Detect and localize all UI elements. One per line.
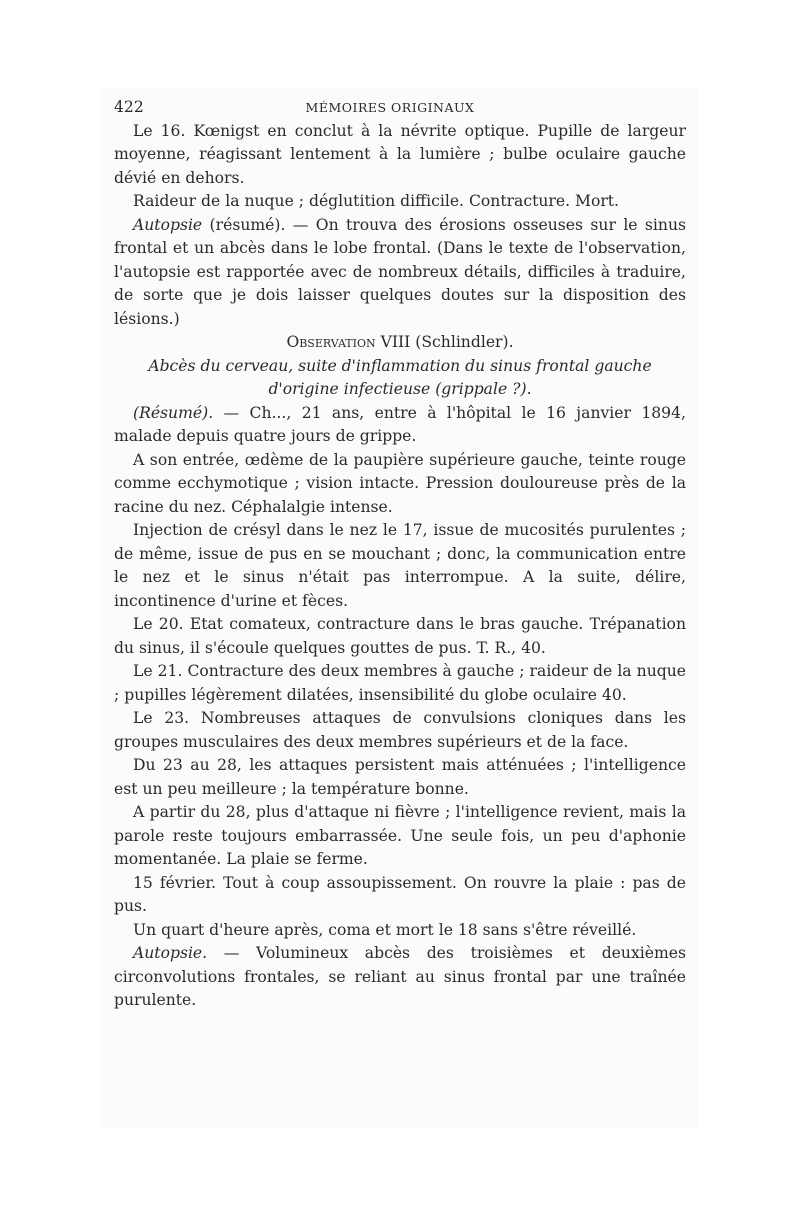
running-title: MÉMOIRES ORIGINAUX [305,100,475,115]
page-header [114,96,686,120]
observation-title-line-2: d'origine infectieuse (grippale ?). [268,380,532,398]
paragraph: Le 20. Etat comateux, contracture dans le bras gauche. Trépanation du sinus, il s'écoule quelques gouttes de pus. T. R., 40. [114,615,686,657]
paragraph-text: — Ch..., 21 ans, entre à l'hôpital le 16 janvier 1894, malade depuis quatre jours de grippe. [114,403,686,445]
observation-heading [114,331,686,355]
document-text [114,96,686,1013]
paragraph [114,214,686,332]
paragraph: A son entrée, œdème de la paupière supérieure gauche, teinte rouge comme ecchymotique ; vision intacte. Pression douloureuse près de la racine du nez. Céphalalgie intense. [114,450,686,516]
paragraph: 15 février. Tout à coup assoupissement. On rouvre la plaie : pas de pus. [114,873,686,915]
paragraph: Du 23 au 28, les attaques persistent mais atténuées ; l'intelligence est un peu meilleure ; la température bonne. [114,756,686,798]
paragraph: Raideur de la nuque ; déglutition difficile. Contracture. Mort. [133,192,620,210]
paragraph: Le 23. Nombreuses attaques de convulsions cloniques dans les groupes musculaires des deux membres supérieurs et de la face. [114,709,686,751]
resume-label: (Résumé). [133,403,214,422]
paragraph: Injection de crésyl dans le nez le 17, issue de mucosités purulentes ; de même, issue de pus en se mouchant ; donc, la communication entre le nez et le sinus n'était pas interrompue. A la suite, délire, incontinence d'urine et fèces. [114,521,686,610]
paragraph-text: — Volumineux abcès des troisièmes et deuxièmes circonvolutions frontales, se reliant au sinus frontal par une traînée purulente. [114,944,686,1009]
observation-label: Observation [286,333,376,351]
paragraph: Le 21. Contracture des deux membres à gauche ; raideur de la nuque ; pupilles légèrement dilatées, insensibilité du globe oculaire 40. [114,662,686,704]
observation-number: VIII (Schlindler). [375,333,514,351]
paragraph: Le 16. Kœnigst en conclut à la névrite optique. Pupille de largeur moyenne, réagissant lentement à la lumière ; bulbe oculaire gauche dévié en dehors. [114,121,686,187]
paragraph [114,402,686,449]
paragraph: A partir du 28, plus d'attaque ni fièvre ; l'intelligence revient, mais la parole reste toujours embarrassée. Une seule fois, un peu d'aphonie momentanée. La plaie se ferme. [114,803,686,868]
paragraph: Un quart d'heure après, coma et mort le 18 sans s'être réveillé. [133,920,637,939]
page-number: 422 [114,98,144,116]
paragraph [114,942,686,1013]
autopsie-label: Autopsie [133,215,203,234]
observation-title-line-1: Abcès du cerveau, suite d'inflammation du sinus frontal gauche [148,356,652,375]
paragraph-text: (résumé). — On trouva des érosions osseuses sur le sinus frontal et un abcès dans le lobe frontal. (Dans le texte de l'observation, l'autopsie est rapportée avec de nombreux détails, difficiles à traduire, de sorte que je dois laisser quelques doutes sur la disposition des lésions.) [114,215,686,328]
autopsie-label: Autopsie. [133,944,208,962]
